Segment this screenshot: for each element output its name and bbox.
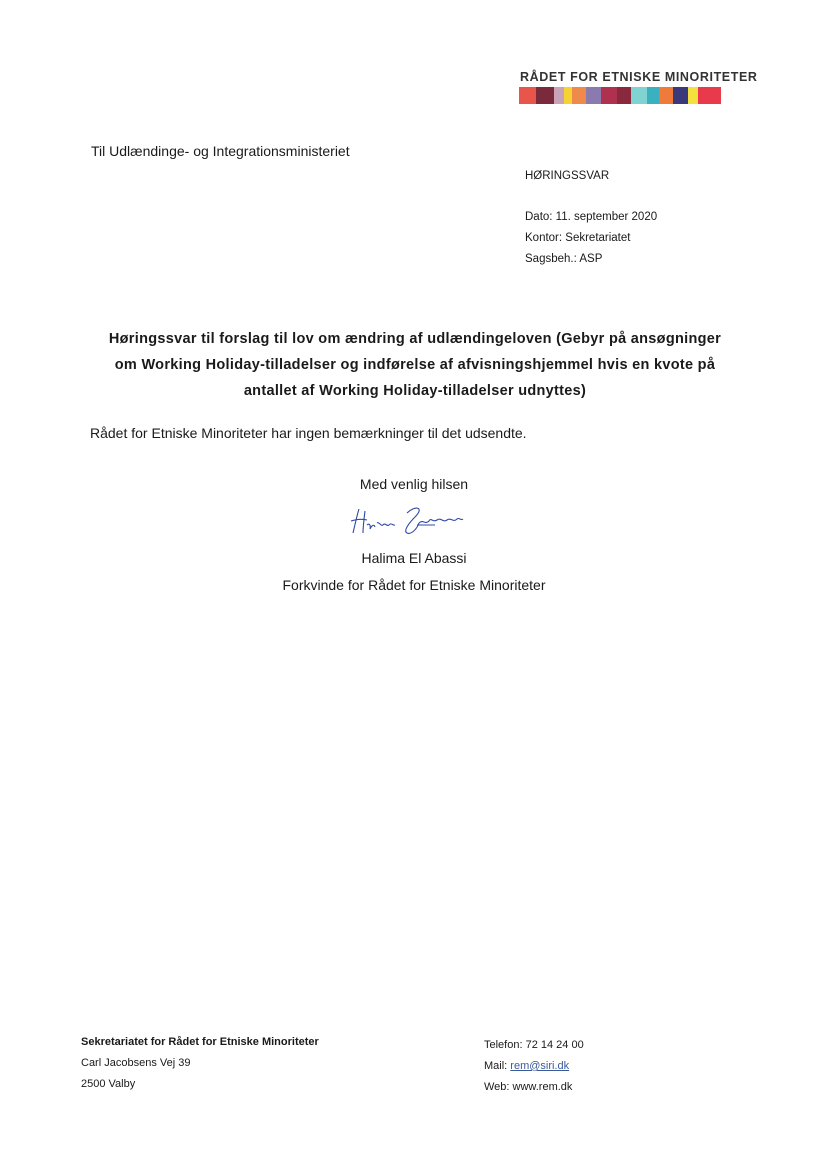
heading-line-3: antallet af Working Holiday-tilladelser udnyttes): [243, 383, 587, 399]
organization-logo-text: RÅDET FOR ETNISKE MINORITETER: [520, 70, 758, 84]
logo-color-bar: [519, 87, 721, 104]
heading-line-1: Høringssvar til forslag til lov om ændring af udlændingeloven (Gebyr på ansøgninger: [108, 331, 722, 347]
recipient: Til Udlændinge- og Integrationsministeriet: [91, 143, 350, 159]
footer-web[interactable]: Web: www.rem.dk: [484, 1081, 573, 1093]
footer-street: Carl Jacobsens Vej 39: [81, 1057, 191, 1069]
body-text: Rådet for Etniske Minoriteter har ingen bemærkninger til det udsendte.: [90, 425, 527, 441]
logo-color-segment: [698, 87, 721, 104]
logo-color-segment: [564, 87, 572, 104]
footer-phone: Telefon: 72 14 24 00: [484, 1039, 584, 1051]
footer-mail-link[interactable]: rem@siri.dk: [510, 1060, 570, 1072]
case-handler: Sagsbeh.: ASP: [525, 253, 603, 265]
logo-color-segment: [617, 87, 631, 104]
logo-color-segment: [631, 87, 647, 104]
logo-color-segment: [554, 87, 564, 104]
footer-mail: [484, 1060, 569, 1072]
logo-color-segment: [536, 87, 554, 104]
footer-city: 2500 Valby: [81, 1078, 136, 1090]
logo-color-segment: [688, 87, 698, 104]
logo-color-segment: [647, 87, 659, 104]
logo-color-segment: [572, 87, 586, 104]
logo-color-segment: [659, 87, 673, 104]
signer-name: Halima El Abassi: [361, 550, 467, 566]
closing: Med venlig hilsen: [359, 476, 469, 492]
footer-organization: Sekretariatet for Rådet for Etniske Minoriteter: [81, 1036, 319, 1048]
date: Dato: 11. september 2020: [525, 211, 658, 223]
logo-color-segment: [586, 87, 601, 104]
document-heading: [95, 326, 735, 404]
footer-mail-label: Mail:: [484, 1060, 508, 1072]
heading-line-2: om Working Holiday-tilladelser og indførelse af afvisningshjemmel hvis en kvote på: [114, 357, 716, 373]
document-type: HØRINGSSVAR: [525, 170, 610, 182]
office: Kontor: Sekretariatet: [525, 232, 631, 244]
handwritten-signature: [345, 503, 475, 539]
logo-color-segment: [673, 87, 688, 104]
signer-title: Forkvinde for Rådet for Etniske Minoriteter: [282, 577, 546, 593]
logo-color-segment: [519, 87, 536, 104]
logo-color-segment: [601, 87, 617, 104]
